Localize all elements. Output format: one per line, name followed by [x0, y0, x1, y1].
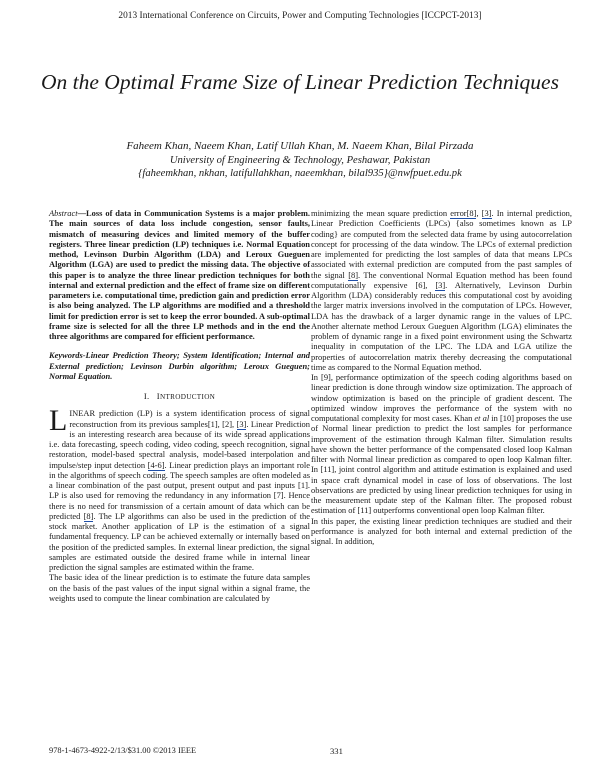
et-al: et al	[474, 413, 490, 423]
body-text-b: ,	[476, 208, 482, 218]
section-first-letter: I	[156, 391, 160, 401]
left-column	[49, 208, 310, 603]
intro-text-c: . Linear prediction plays an important role in the algorithms of speech coding. The speech samples are often modeled as a linear combination of the past output, present output and past inputs [1]. LP is also used for removing the redundancy in any information [7]. Hence there is no need for transmission of a certain amount of data which can be predicted	[49, 459, 310, 521]
paper-title: On the Optimal Frame Size of Linear Prediction Techniques	[41, 70, 559, 94]
body-text-4b: in [10] proposes the use of Normal linear prediction to predict the lost samples for performance improvement of the estimation through Kalman filter. Simulation results have shown the better performance of the compensated closed loop Kalman filter with Normal linear prediction as compared to open loop Kalman filter. In [11], joint control algorithm and attitude estimation is explained and used in space craft dynamical model in case of loss of observations. The lost observations are predicted by using linear prediction techniques for using in the measurement update step of the Kalman filter. The proposed robust estimation of [11] outperforms conventional open loop Kalman filter.	[311, 413, 572, 516]
citation-link[interactable]: [3]	[435, 279, 446, 290]
body-text-c: . In internal prediction, Linear Prediction Coefficients (LPCs) {also sometimes known as LP coding} are computed from the selected data frame by using autocorrelation concept for processing of the data window. The LPCs of external prediction are implemented for predicting the lost samples of data that means LPCs associated with external prediction are computed from the past samples of the signal	[311, 208, 573, 280]
author-emails: {faheemkhan, nkhan, latifullahkhan, naeemkhan, bilal935}@nwfpuet.edu.pk	[138, 168, 462, 179]
citation-link[interactable]: [3]	[236, 418, 247, 429]
author-block	[40, 140, 560, 180]
drop-cap-letter: L	[49, 404, 68, 438]
page-number: 331	[330, 746, 343, 756]
abstract: Abstract—Loss of data in Communication Systems is a major problem. The main sources of data loss include congestion, sensor faults, mismatch of measuring devices and limited memory of the buffer registers. Three linear prediction (LP) techniques i.e. Normal Equation method, Levinson Durbin Algorithm (LDA) and Leroux Gueguen Algorithm (LGA) are used to predict the missing data. The objective of this paper is to analyze the three linear prediction techniques for both internal and external prediction and the effect of frame size on different parameters i.e. computational time, prediction gain and prediction error is also being analyzed. The LP algorithms are modified and a threshold limit for prediction error is set to keep the error bounded. A sub-optimal frame size is selected for all the three LP methods and in the end the three algorithms are compared for efficient performance.	[49, 208, 310, 341]
section-heading-introduction	[49, 391, 310, 402]
affiliation: University of Engineering & Technology, Peshawar, Pakistan	[169, 155, 431, 166]
section-numeral: I.	[143, 391, 150, 401]
running-head: 2013 International Conference on Circuits, Power and Computing Technologies [ICCPCT-2013]	[118, 11, 482, 21]
citation-link[interactable]: error[8]	[450, 208, 477, 218]
keywords: Keywords-Linear Prediction Theory; System Identification; Internal and External prediction; Levinson Durbin algorithm; Leroux Gueguen; Normal Equation.	[49, 350, 310, 381]
abstract-label: Abstract	[49, 208, 78, 218]
footer-isbn: 978-1-4673-4922-2/13/$31.00 ©2013 IEEE	[49, 746, 197, 755]
intro-paragraph-3	[311, 208, 572, 372]
intro-paragraph-1	[49, 404, 311, 572]
body-text-e: . Alternatively, Levinson Durbin Algorithm (LDA) considerably reduces this computational cost by avoiding the larger matrix inversions involved in the computation of LPCs. However, LDA has the drawback of a larger dynamic range in the values of LPC. Another alternate method Leroux Gueguen Algorithm (LGA) eliminates the problem of dynamic range in a fixed point environment using the Schwartz inequality in computation of the LPC. The LDA and LGA utilize the properties of autocorrelation matrix thereby decreasing the computational time as compared to the Normal Equation method.	[311, 279, 572, 372]
intro-paragraph-2: The basic idea of the linear prediction is to estimate the future data samples on the basis of the past values of the input signal within a signal frame, the weights used to compute the linear combination are calculated by	[49, 572, 310, 603]
author-names: Faheem Khan, Naeem Khan, Latif Ullah Khan, M. Naeem Khan, Bilal Pirzada	[126, 140, 474, 152]
citation-link[interactable]: [8]	[83, 510, 94, 521]
body-text-d: . The conventional Normal Equation method has been found computationally expensive [6],	[311, 269, 572, 290]
body-text-a: minimizing the mean square prediction	[311, 208, 451, 218]
intro-text-d: . The LP algorithms can also be used in the prediction of the stock market. Another application of LP is the estimation of a signal fundamental frequency. LP can be achieved externally or internally based on the position of the predicted samples. In external linear prediction, the signal samples are estimated outside the desired frame while in internal linear prediction the signal samples are estimated within the frame.	[49, 510, 311, 572]
right-column	[311, 208, 572, 546]
intro-paragraph-5: In this paper, the existing linear prediction techniques are studied and their performance is analyzed for both internal and external prediction of the signal. In addition,	[311, 515, 572, 546]
intro-paragraph-4	[311, 372, 572, 516]
citation-link[interactable]: [3]	[481, 208, 492, 218]
citation-link[interactable]: [4-6]	[147, 459, 165, 470]
intro-text-b: . Linear Prediction is an interesting research area because of its wide spread applications i.e. data forecasting, speech coding, video coding, speech recognition, signal restoration, model-based spectral analysis, model-based interpolation and impulse/step input detection	[49, 418, 310, 470]
section-title-rest: NTRODUCTION	[159, 393, 216, 401]
intro-text-a: INEAR prediction (LP) is a system identification process of signal reconstruction from its previous samples[1], [2],	[69, 408, 310, 429]
body-text-4a: In [9], performance optimization of the speech coding algorithms based on linear prediction is done through window size optimization. The approach of window optimization is based on the principle of gradient descent. The optimized window improves the performance of the system with no computational complexity for most cases. Khan	[311, 372, 572, 423]
abstract-text: Loss of data in Communication Systems is a major problem. The main sources of data loss include congestion, sensor faults, mismatch of measuring devices and limited memory of the buffer registers. Three linear prediction (LP) techniques i.e. Normal Equation method, Levinson Durbin Algorithm (LDA) and Leroux Gueguen Algorithm (LGA) are used to predict the missing data. The objective of this paper is to analyze the three linear prediction techniques for both internal and external prediction and the effect of frame size on different parameters i.e. computational time, prediction gain and prediction error is also being analyzed. The LP algorithms are modified and a threshold limit for prediction error is set to keep the error bounded. A sub-optimal frame size is selected for all the three LP methods and in the end the three algorithms are compared for efficient performance.	[49, 208, 310, 341]
citation-link[interactable]: [8]	[348, 269, 359, 280]
